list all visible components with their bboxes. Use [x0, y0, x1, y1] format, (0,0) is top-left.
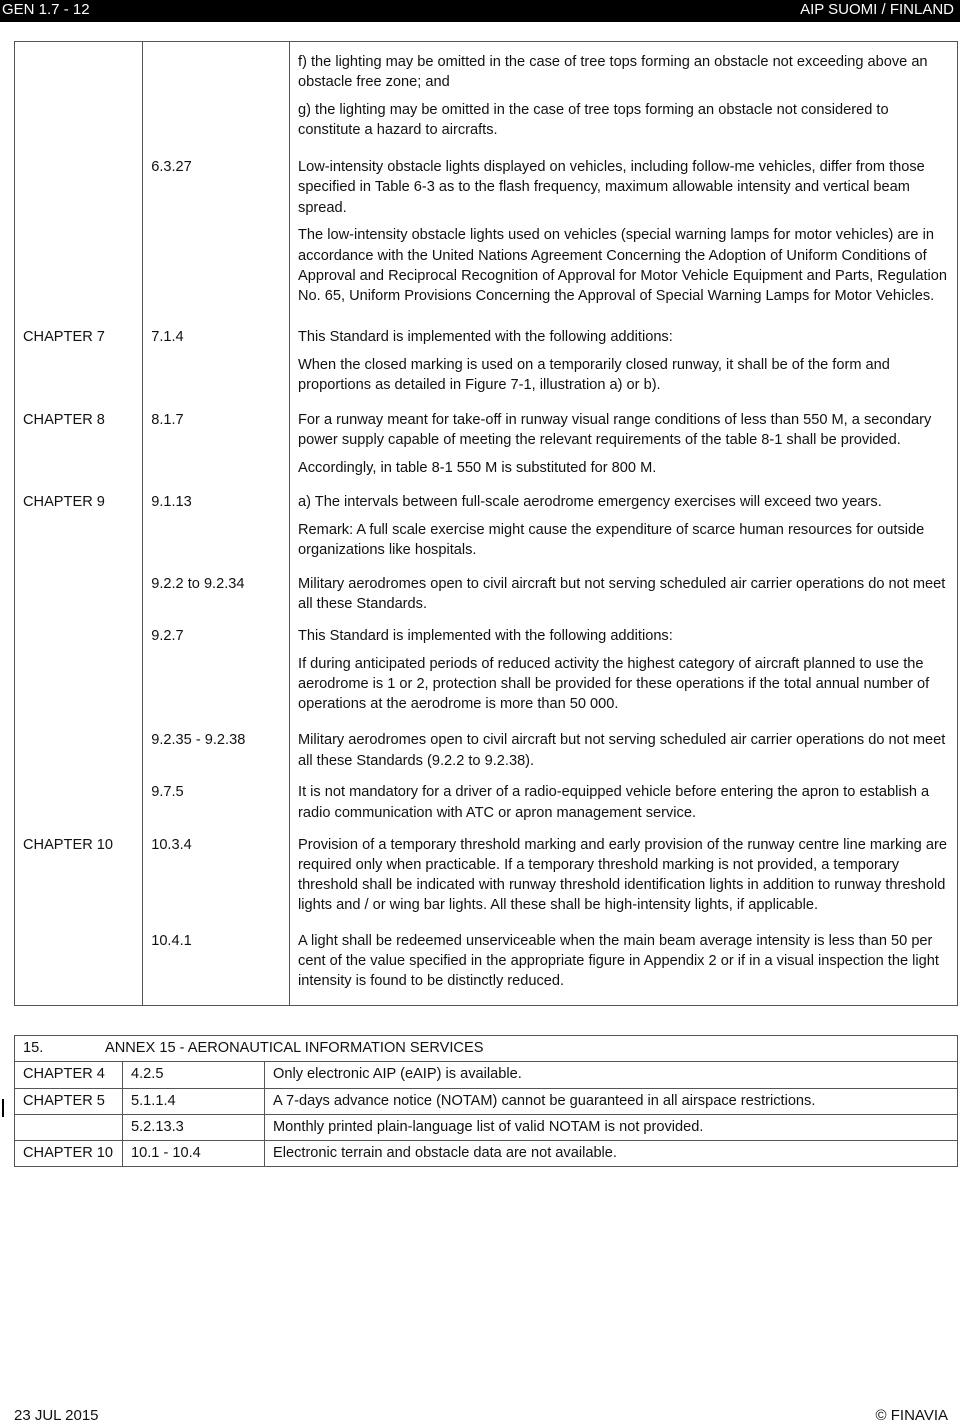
- header-publication: AIP SUOMI / FINLAND: [800, 1, 954, 18]
- difference-paragraph: It is not mandatory for a driver of a radio-equipped vehicle before entering the apron to establish a radio communication with ATC or apron management service.: [298, 784, 930, 821]
- difference-paragraph: For a runway meant for take-off in runway visual range conditions of less than 550 M, a secondary power supply capable of meeting the relevant requirements of the table 8-1 shall be provided.: [298, 411, 932, 448]
- paragraph-ref-cell: 9.7.5: [143, 782, 290, 834]
- difference-paragraph: Military aerodromes open to civil aircraft but not serving scheduled air carrier operations do not meet all these Standards (9.2.2 to 9.2.38).: [298, 732, 946, 769]
- chapter-cell: CHAPTER 10: [15, 835, 143, 931]
- table-row: [15, 835, 958, 931]
- table-row: [15, 1141, 958, 1167]
- difference-paragraph: Provision of a temporary threshold marking and early provision of the runway centre line marking are required only when practicable. If a temporary threshold marking is not provided, a temporary threshold shall be indicated with runway threshold identification lights in addition to runway threshold lights and / or wing bar lights. All these shall be high-intensity lights, if applicable.: [298, 836, 947, 914]
- paragraph-ref-cell: 10.1 - 10.4: [123, 1141, 265, 1167]
- table-row: [15, 1114, 958, 1140]
- difference-text-cell: [290, 835, 958, 931]
- chapter-cell: [15, 157, 143, 327]
- paragraph-ref-cell: 4.2.5: [123, 1062, 265, 1088]
- chapter-cell: [15, 42, 143, 158]
- difference-paragraph: A light shall be redeemed unserviceable when the main beam average intensity is less than 50 per cent of the value specified in the appropriate figure in Appendix 2 or if in a visual inspection the light intensity is found to be distinctly reduced.: [298, 932, 939, 990]
- difference-paragraph: This Standard is implemented with the following additions:: [298, 628, 673, 645]
- difference-text-cell: [290, 931, 958, 1005]
- chapter-cell: CHAPTER 10: [15, 1141, 123, 1167]
- filler-cell: [15, 1005, 143, 1006]
- filler-cell: [290, 1005, 958, 1006]
- chapter-cell: [15, 1114, 123, 1140]
- annex15-table-body: [15, 1062, 958, 1167]
- difference-text-cell: [290, 327, 958, 409]
- footer-copyright: © FINAVIA: [875, 1407, 948, 1424]
- chapter-cell: CHAPTER 5: [15, 1088, 123, 1114]
- table-row: [15, 42, 958, 158]
- table-row: [15, 1088, 958, 1114]
- difference-text-cell: [290, 42, 958, 158]
- difference-paragraph: f) the lighting may be omitted in the case of tree tops forming an obstacle not exceeding above an obstacle free zone; and: [298, 54, 928, 91]
- difference-text-cell: Electronic terrain and obstacle data are not available.: [265, 1141, 958, 1167]
- change-bar: [2, 1099, 4, 1117]
- annex15-differences-table: [14, 1035, 958, 1167]
- paragraph-ref-cell: 6.3.27: [143, 157, 290, 327]
- paragraph-ref-cell: 10.3.4: [143, 835, 290, 931]
- chapter-cell: CHAPTER 4: [15, 1062, 123, 1088]
- difference-text-cell: [290, 626, 958, 730]
- table-row: [15, 931, 958, 1005]
- difference-paragraph: g) the lighting may be omitted in the case of tree tops forming an obstacle not considered to constitute a hazard to aircrafts.: [298, 101, 889, 139]
- difference-text-cell: [290, 492, 958, 574]
- filler-row: [15, 1005, 958, 1006]
- difference-text-cell: [290, 574, 958, 626]
- table-row: [15, 327, 958, 409]
- table-row: [15, 492, 958, 574]
- footer-date: 23 JUL 2015: [14, 1407, 99, 1424]
- chapter-cell: [15, 931, 143, 1005]
- difference-paragraph: The low-intensity obstacle lights used on vehicles (special warning lamps for motor vehicles) are in accordance with the United Nations Agreement Concerning the Adoption of Uniform Conditions of Approval and Reciprocal Recognition of Approval for Motor Vehicle Equipment and Parts, Regulation No. 65, Uniform Provisions Concerning the Approval of Special Warning Lamps for Motor Vehicles.: [298, 227, 948, 305]
- difference-paragraph: When the closed marking is used on a temporarily closed runway, it shall be of the form and proportions as detailed in Figure 7-1, illustration a) or b).: [298, 357, 890, 394]
- difference-paragraph: This Standard is implemented with the following additions:: [298, 329, 673, 346]
- difference-paragraph: Military aerodromes open to civil aircraft but not serving scheduled air carrier operations do not meet all these Standards.: [298, 575, 946, 613]
- table-row: [15, 157, 958, 327]
- chapter-cell: CHAPTER 8: [15, 410, 143, 492]
- difference-text-cell: A 7-days advance notice (NOTAM) cannot be guaranteed in all airspace restrictions.: [265, 1088, 958, 1114]
- paragraph-ref-cell: 9.2.35 - 9.2.38: [143, 730, 290, 782]
- annex14-differences-table: [14, 41, 958, 1006]
- table-row: [15, 574, 958, 626]
- difference-paragraph: Low-intensity obstacle lights displayed on vehicles, including follow-me vehicles, differ from those specified in Table 6-3 as to the flash frequency, maximum allowable intensity and vertical beam spread.: [298, 159, 925, 216]
- difference-text-cell: [290, 157, 958, 327]
- chapter-cell: [15, 626, 143, 730]
- paragraph-ref-cell: 8.1.7: [143, 410, 290, 492]
- annex14-table-body: [15, 42, 958, 1006]
- table-row: [15, 410, 958, 492]
- header-doc-ref: GEN 1.7 - 12: [2, 1, 90, 18]
- difference-paragraph: Accordingly, in table 8-1 550 M is substituted for 800 M.: [298, 459, 657, 476]
- table-row: [15, 1062, 958, 1088]
- difference-paragraph: a) The intervals between full-scale aerodrome emergency exercises will exceed two years.: [298, 493, 882, 510]
- paragraph-ref-cell: 9.2.7: [143, 626, 290, 730]
- chapter-cell: [15, 574, 143, 626]
- table-row: [15, 782, 958, 834]
- paragraph-ref-cell: 5.2.13.3: [123, 1114, 265, 1140]
- difference-text-cell: [290, 410, 958, 492]
- annex15-heading-text: ANNEX 15 - AERONAUTICAL INFORMATION SERVICES: [105, 1040, 484, 1056]
- difference-text-cell: [290, 782, 958, 834]
- annex15-heading-row: [15, 1036, 958, 1062]
- paragraph-ref-cell: [143, 42, 290, 158]
- paragraph-ref-cell: 10.4.1: [143, 931, 290, 1005]
- difference-paragraph: If during anticipated periods of reduced activity the highest category of aircraft planned to use the aerodrome is 1 or 2, protection shall be provided for these operations if the total annual number of operations at the aerodrome is more than 50 000.: [298, 655, 930, 713]
- chapter-cell: CHAPTER 9: [15, 492, 143, 574]
- paragraph-ref-cell: 9.1.13: [143, 492, 290, 574]
- table-row: [15, 730, 958, 782]
- table-row: [15, 626, 958, 730]
- chapter-cell: CHAPTER 7: [15, 327, 143, 409]
- paragraph-ref-cell: 5.1.1.4: [123, 1088, 265, 1114]
- difference-text-cell: Only electronic AIP (eAIP) is available.: [265, 1062, 958, 1088]
- annex15-heading: [15, 1036, 958, 1062]
- chapter-cell: [15, 782, 143, 834]
- paragraph-ref-cell: 7.1.4: [143, 327, 290, 409]
- difference-text-cell: [290, 730, 958, 782]
- page-header: [0, 0, 960, 22]
- chapter-cell: [15, 730, 143, 782]
- difference-paragraph: Remark: A full scale exercise might cause the expenditure of scarce human resources for outside organizations like hospitals.: [298, 521, 925, 558]
- filler-cell: [143, 1005, 290, 1006]
- difference-text-cell: Monthly printed plain-language list of valid NOTAM is not provided.: [265, 1114, 958, 1140]
- paragraph-ref-cell: 9.2.2 to 9.2.34: [143, 574, 290, 626]
- annex15-heading-number: 15.: [23, 1040, 44, 1056]
